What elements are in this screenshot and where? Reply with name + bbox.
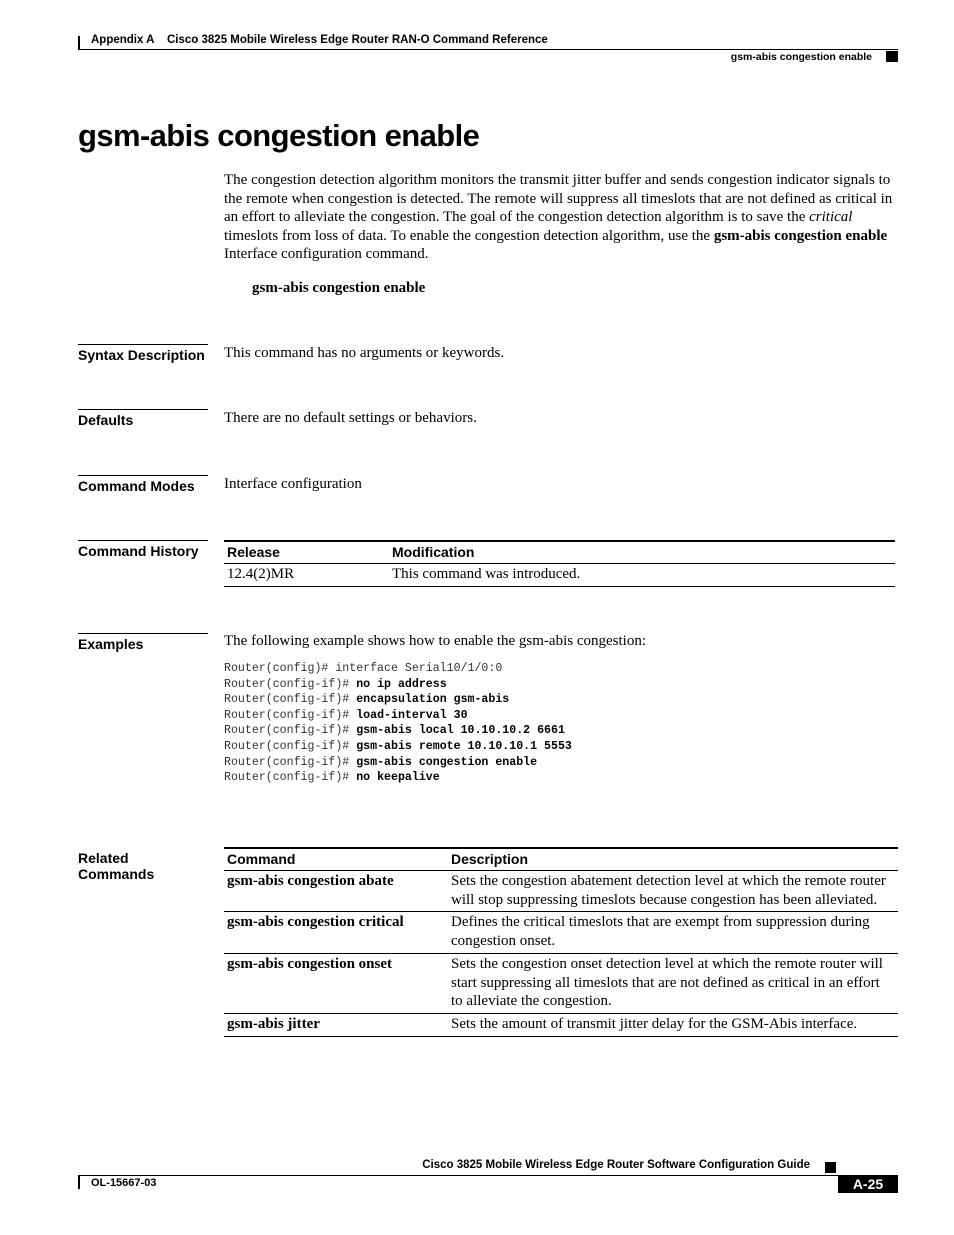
description-cell: Defines the critical timeslots that are exempt from suppression during congestion onset. bbox=[448, 912, 898, 953]
intro-text-1: The congestion detection algorithm monitors the transmit jitter buffer and sends congestion indicator signals to the remote when congestion is detected. The remote will suppress all timeslots that are not defined as critical in an effort to alleviate the congestion. The goal of the congestion detection algorithm is to save the bbox=[224, 172, 893, 226]
description-cell: Sets the congestion abatement detection level at which the remote router will stop suppressing timeslots because congestion has been alleviated. bbox=[448, 871, 898, 912]
release-cell: 12.4(2)MR bbox=[224, 564, 389, 587]
table-row bbox=[224, 953, 898, 1013]
code-line: Router(config-if)# no ip address bbox=[224, 677, 447, 691]
syntax-description-heading: Syntax Description bbox=[78, 344, 208, 363]
header-marker bbox=[886, 51, 898, 62]
code-line: Router(config)# interface Serial10/1/0:0 bbox=[224, 662, 503, 675]
related-commands-table bbox=[224, 847, 898, 1037]
header-left-bar bbox=[78, 36, 80, 50]
header-title: Cisco 3825 Mobile Wireless Edge Router RAN-O Command Reference bbox=[167, 34, 548, 46]
modification-cell: This command was introduced. bbox=[389, 564, 895, 587]
syntax-description-text: This command has no arguments or keywords. bbox=[224, 345, 505, 361]
table-header-row bbox=[224, 541, 895, 564]
code-example bbox=[224, 661, 572, 786]
column-header-release: Release bbox=[224, 541, 389, 564]
table-row bbox=[224, 564, 895, 587]
description-cell: Sets the amount of transmit jitter delay for the GSM-Abis interface. bbox=[448, 1013, 898, 1036]
examples-intro: The following example shows how to enable the gsm-abis congestion: bbox=[224, 633, 646, 649]
command-cell: gsm-abis congestion critical bbox=[224, 912, 448, 953]
command-modes-text: Interface configuration bbox=[224, 476, 362, 492]
code-line: Router(config-if)# encapsulation gsm-abis bbox=[224, 693, 510, 707]
table-row bbox=[224, 1013, 898, 1036]
footer-left-bar bbox=[78, 1175, 80, 1189]
header-appendix: Appendix A bbox=[91, 34, 155, 46]
footer-rule bbox=[78, 1175, 898, 1176]
command-cell: gsm-abis congestion abate bbox=[224, 871, 448, 912]
footer-doc-number: OL-15667-03 bbox=[91, 1177, 157, 1189]
footer-marker bbox=[825, 1162, 836, 1173]
defaults-heading: Defaults bbox=[78, 409, 208, 428]
page-number: A-25 bbox=[838, 1175, 898, 1193]
command-history-heading: Command History bbox=[78, 540, 208, 559]
code-line: Router(config-if)# gsm-abis remote 10.10.10.1 5553 bbox=[224, 739, 572, 753]
command-syntax: gsm-abis congestion enable bbox=[252, 280, 426, 296]
command-modes-heading: Command Modes bbox=[78, 475, 208, 494]
related-commands-heading: Related Commands bbox=[78, 850, 155, 882]
table-row bbox=[224, 912, 898, 953]
command-history-table bbox=[224, 540, 895, 587]
column-header-command: Command bbox=[224, 848, 448, 871]
intro-paragraph bbox=[224, 171, 898, 264]
header-section: gsm-abis congestion enable bbox=[730, 51, 872, 63]
description-cell: Sets the congestion onset detection level at which the remote router will start suppressing all timeslots that are not defined as critical in an effort to alleviate the congestion. bbox=[448, 953, 898, 1013]
code-line: Router(config-if)# no keepalive bbox=[224, 771, 440, 785]
intro-text-2: timeslots from loss of data. To enable the congestion detection algorithm, use the bbox=[224, 227, 714, 244]
intro-text-3: Interface configuration command. bbox=[224, 246, 429, 263]
command-cell: gsm-abis congestion onset bbox=[224, 953, 448, 1013]
code-line: Router(config-if)# gsm-abis congestion enable bbox=[224, 755, 538, 769]
intro-italic: critical bbox=[809, 209, 853, 226]
page-title: gsm-abis congestion enable bbox=[78, 118, 480, 153]
code-line: Router(config-if)# load-interval 30 bbox=[224, 708, 468, 722]
defaults-text: There are no default settings or behaviors. bbox=[224, 410, 477, 426]
examples-heading: Examples bbox=[78, 633, 208, 652]
column-header-modification: Modification bbox=[389, 541, 895, 564]
footer-guide-title: Cisco 3825 Mobile Wireless Edge Router Software Configuration Guide bbox=[422, 1159, 810, 1171]
command-cell: gsm-abis jitter bbox=[224, 1013, 448, 1036]
header-rule bbox=[78, 49, 898, 50]
column-header-description: Description bbox=[448, 848, 898, 871]
code-line: Router(config-if)# gsm-abis local 10.10.10.2 6661 bbox=[224, 724, 565, 738]
table-row bbox=[224, 871, 898, 912]
intro-command: gsm-abis congestion enable bbox=[713, 227, 888, 244]
table-header-row bbox=[224, 848, 898, 871]
